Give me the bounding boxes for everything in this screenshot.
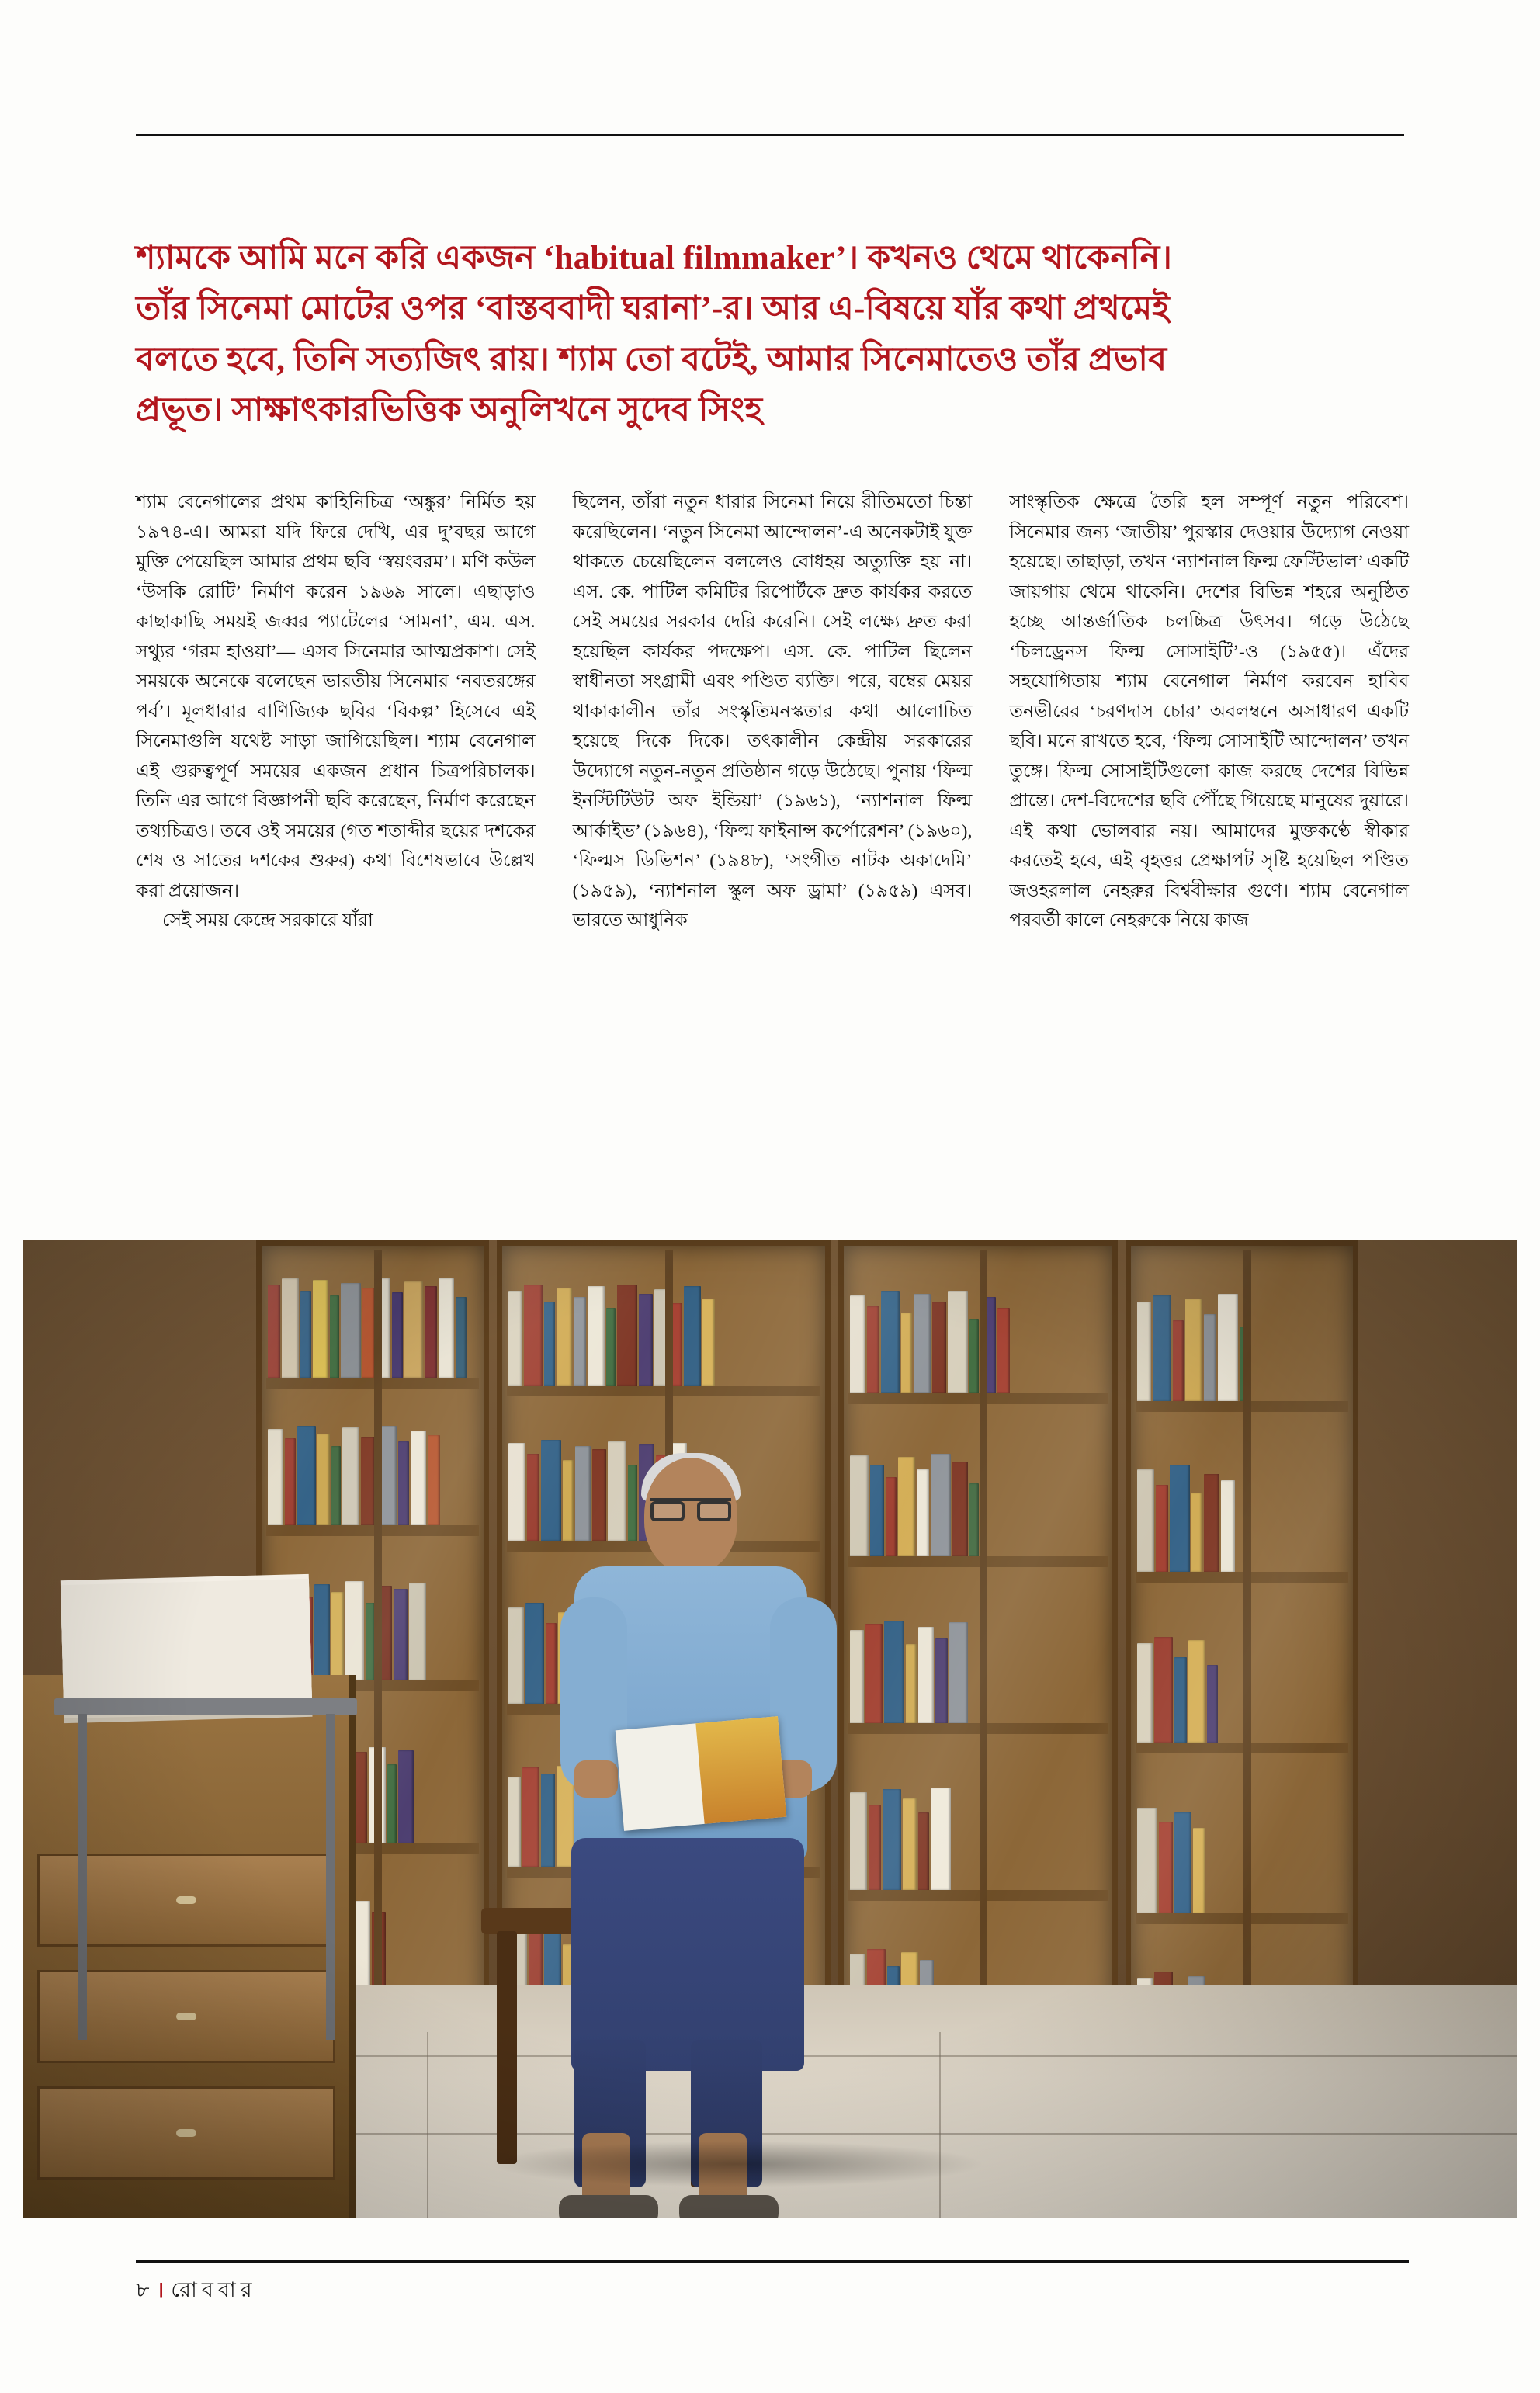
magazine-name: রোববার bbox=[171, 2278, 257, 2301]
wooden-desk bbox=[23, 1675, 356, 2218]
page-headline bbox=[136, 233, 1409, 435]
side-table bbox=[54, 1698, 357, 1715]
photo-illustration bbox=[23, 1240, 1517, 2218]
seated-man bbox=[458, 1450, 939, 2218]
headline-line-3: বলতে হবে, তিনি সত্যজিৎ রায়। শ্যাম তো বটেই, আমার সিনেমাতেও তাঁর প্রভাব bbox=[136, 341, 1167, 378]
headline-line-4 bbox=[136, 385, 1409, 435]
top-divider bbox=[136, 134, 1404, 136]
paragraph: শ্যাম বেনেগালের প্রথম কাহিনিচিত্র ‘অঙ্কুর’ নির্মিত হয় ১৯৭৪-এ। আমরা যদি ফিরে দেখি, এর দু’বছর আগে মুক্তি পেয়েছিল আমার প্রথম ছবি ‘স্বয়ংবরম’। মণি কউল ‘উসকি রোটি’ নির্মাণ করেন ১৯৬৯ সালে। এছাড়াও কাছাকাছি সময়ই জব্বর প্যাটেলের ‘সামনা’, এম. এস. সথ্যুর ‘গরম হাওয়া’— এসব সিনেমার আত্মপ্রকাশ। সেই সময়কে অনেকে বলেছেন ভারতীয় সিনেমার ‘নবতরঙ্গের পর্ব’। মূলধারার বাণিজ্যিক ছবির ‘বিকল্প’ হিসেবে এই সিনেমাগুলি যথেষ্ট সাড়া জাগিয়েছিল। শ্যাম বেনেগাল এই গুরুত্বপূর্ণ সময়ের একজন প্রধান চিত্রপরিচালক। তিনি এর আগে বিজ্ঞাপনী ছবি করেছেন, নির্মাণ করেছেন তথ্যচিত্রও। তবে ওই সময়ের (গত শতাব্দীর ছয়ের দশকের শেষ ও সাতের দশকের শুরুর) কথা বিশেষভাবে উল্লেখ করা প্রয়োজন। bbox=[136, 492, 536, 901]
paragraph: সাংস্কৃতিক ক্ষেত্রে তৈরি হল সম্পূর্ণ নতুন পরিবেশ। সিনেমার জন্য ‘জাতীয়’ পুরস্কার দেওয়ার উদ্যোগ নেওয়া হয়েছে। তাছাড়া, তখন ‘ন্যাশনাল ফিল্ম ফেস্টিভাল’ একটি জায়গায় থেমে থাকেনি। দেশের বিভিন্ন শহরে অনুষ্ঠিত হচ্ছে আন্তর্জাতিক চলচ্চিত্র উৎসব। গড়ে উঠেছে ‘চিলড্রেনস ফিল্ম সোসাইটি’-ও (১৯৫৫)। এঁদের সহযোগিতায় শ্যাম বেনেগাল নির্মাণ করবেন হাবিব তনভীরের ‘চরণদাস চোর’ অবলম্বনে অসাধারণ একটি ছবি। মনে রাখতে হবে, ‘ফিল্ম সোসাইটি আন্দোলন’ তখন তুঙ্গে। ফিল্ম সোসাইটিগুলো কাজ করছে দেশের বিভিন্ন প্রান্তে। দেশ-বিদেশের ছবি পৌঁছে গিয়েছে মানুষের দুয়ারে। এই কথা ভোলবার নয়। আমাদের মুক্তকণ্ঠে স্বীকার করতেই হবে, এই বৃহত্তর প্রেক্ষাপট সৃষ্টি হয়েছিল পণ্ডিত জওহরলাল নেহরুর বিশ্ববীক্ষার গুণে। শ্যাম বেনেগাল পরবর্তী কালে নেহরুকে নিয়ে কাজ bbox=[1009, 492, 1410, 931]
headline-line-1: শ্যামকে আমি মনে করি একজন ‘habitual filmmaker’। কখনও থেমে থাকেননি। bbox=[136, 240, 1173, 276]
eyeglasses bbox=[650, 1498, 731, 1518]
open-book bbox=[616, 1716, 787, 1831]
byline-author-name: সুদেব সিংহ bbox=[618, 392, 763, 429]
left-sandal bbox=[559, 2195, 658, 2218]
paper-stack bbox=[61, 1579, 312, 1709]
body-column-3 bbox=[1009, 487, 1409, 1217]
headline-line-2: তাঁর সিনেমা মোটের ওপর ‘বাস্তববাদী ঘরানা’-র। আর এ-বিষয়ে যাঁর কথা প্রথমেই bbox=[136, 290, 1170, 328]
folio-separator: । bbox=[156, 2278, 165, 2301]
bookshelf-far-right bbox=[1126, 1240, 1358, 2079]
folio bbox=[136, 2274, 257, 2309]
floor-shadow bbox=[489, 2141, 986, 2187]
trousers bbox=[571, 1838, 804, 2071]
page-number: ৮ bbox=[136, 2278, 151, 2301]
body-column-2 bbox=[573, 487, 973, 1217]
paragraph: সেই সময় কেন্দ্রে সরকারে যাঁরা bbox=[162, 910, 373, 931]
left-hand bbox=[574, 1760, 618, 1798]
paragraph: ছিলেন, তাঁরা নতুন ধারার সিনেমা নিয়ে রীতিমতো চিন্তা করেছিলেন। ‘নতুন সিনেমা আন্দোলন’-এ অনেকটাই যুক্ত থাকতে চেয়েছিলেন বললেও বোধহয় অত্যুক্তি হয় না। এস. কে. পাটিল কমিটির রিপোর্টকে দ্রুত কার্যকর করতে সেই সময়ের সরকার দেরি করেনি। সেই লক্ষ্যে দ্রুত করা হয়েছিল কার্যকর পদক্ষেপ। এস. কে. পাটিল ছিলেন স্বাধীনতা সংগ্রামী এবং পণ্ডিত ব্যক্তি। পরে, বম্বের মেয়র থাকাকালীন তাঁর সংস্কৃতিমনস্কতার কথা আলোচিত হয়েছে দিকে দিকে। তৎকালীন কেন্দ্রীয় সরকারের উদ্যোগে নতুন-নতুন প্রতিষ্ঠান গড়ে উঠেছে। পুনায় ‘ফিল্ম ইনস্টিটিউট অফ ইন্ডিয়া’ (১৯৬১), ‘ন্যাশনাল ফিল্ম আর্কাইভ’ (১৯৬৪), ‘ফিল্ম ফাইনান্স কর্পোরেশন’ (১৯৬০), ‘ফিল্মস ডিভিশন’ (১৯৪৮), ‘সংগীত নাটক অকাদেমি’ (১৯৫৯), ‘ন্যাশনাল স্কুল অফ ড্রামা’ (১৯৫৯) এসব। ভারতে আধুনিক bbox=[572, 492, 973, 931]
byline-intro: প্রভূত। সাক্ষাৎকারভিত্তিক অনুলিখনে bbox=[136, 392, 619, 429]
footer-divider bbox=[136, 2260, 1409, 2263]
page-footer bbox=[136, 2260, 1409, 2307]
body-column-1 bbox=[136, 487, 536, 1217]
article-body bbox=[136, 487, 1409, 1217]
right-sandal bbox=[679, 2195, 779, 2218]
article-photograph bbox=[23, 1240, 1517, 2218]
